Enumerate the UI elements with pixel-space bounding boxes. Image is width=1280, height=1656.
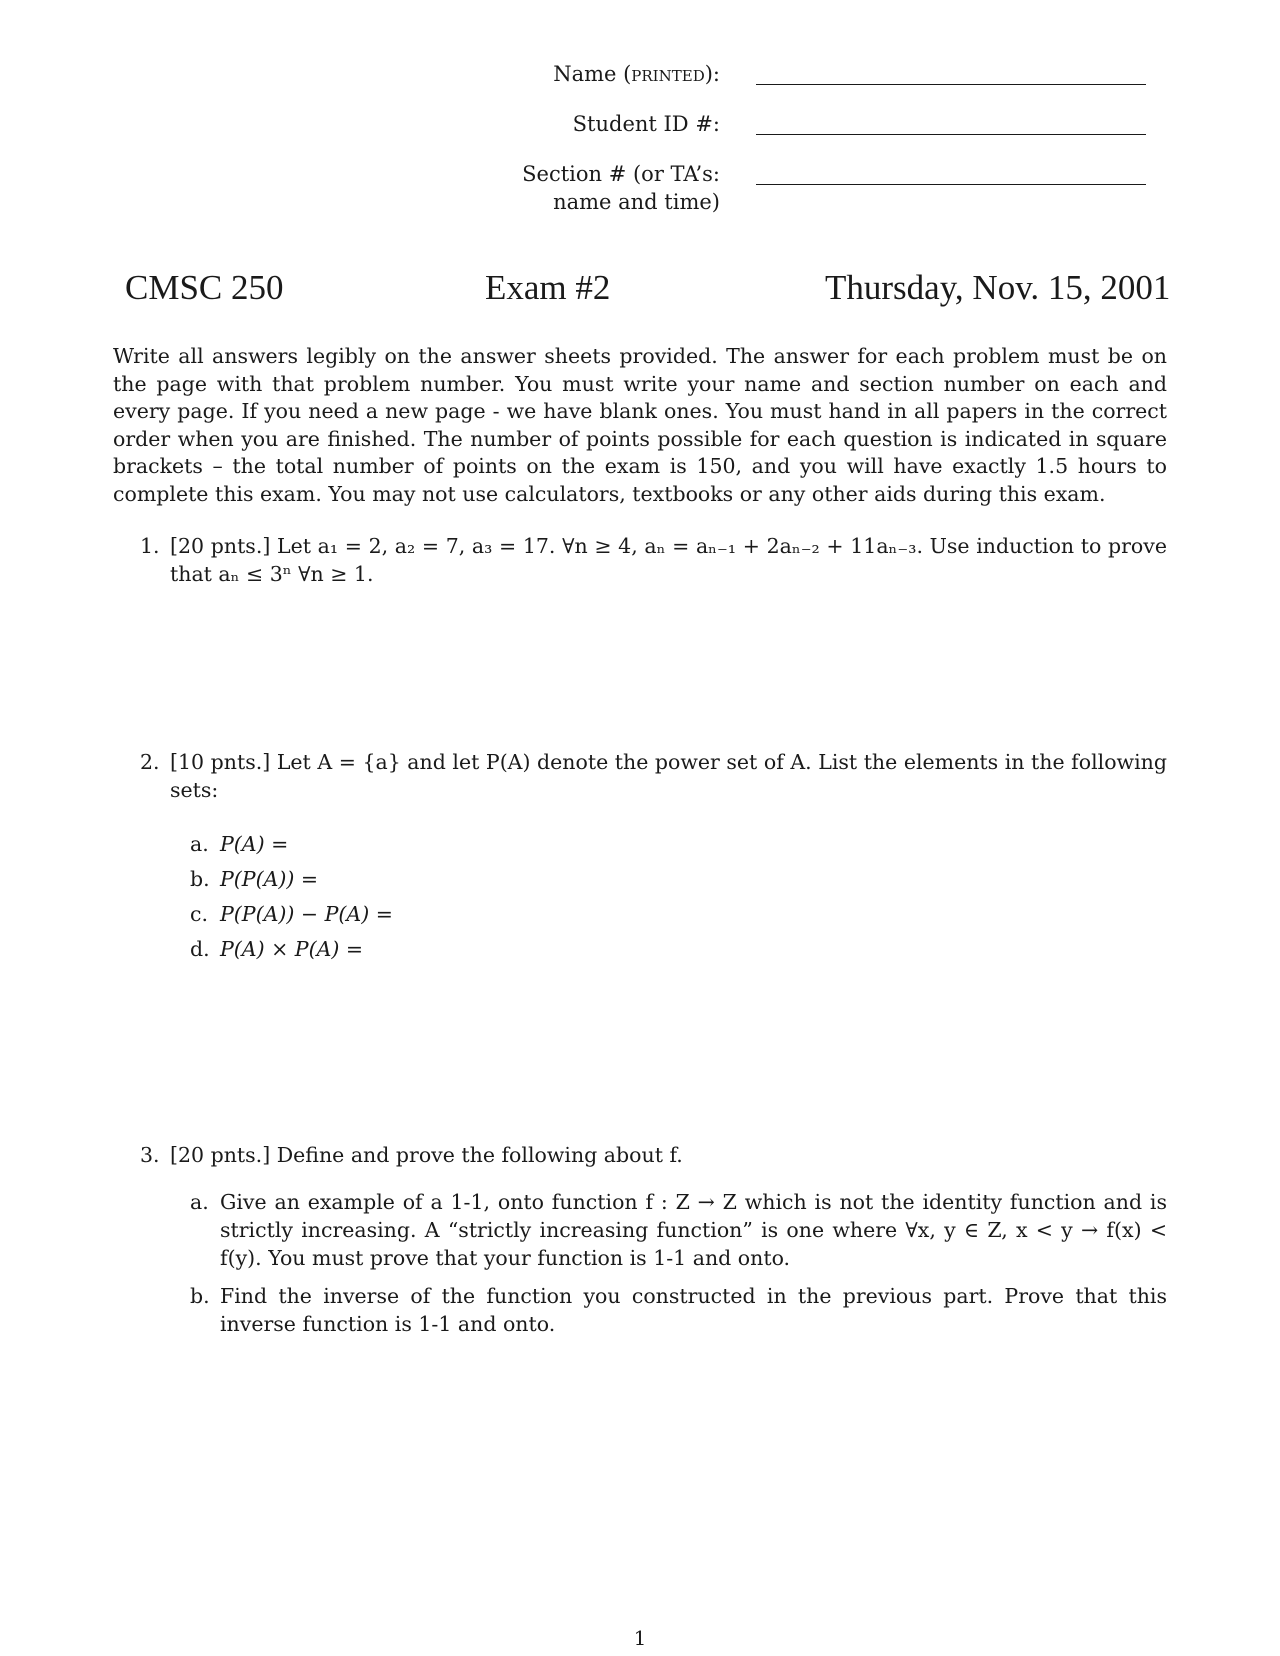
part-text: P(A) = [220, 832, 289, 856]
problem-3-number: 3. [140, 1143, 160, 1167]
part-text: P(P(A)) − P(A) = [220, 902, 393, 926]
problem-1-number: 1. [140, 534, 160, 558]
part-label: b. [190, 867, 210, 891]
problem-2 [140, 748, 1167, 804]
part-text: P(A) × P(A) = [220, 937, 364, 961]
problem-2-part-a [190, 830, 288, 858]
part-label: c. [190, 902, 208, 926]
section-label [522, 160, 720, 216]
problem-2-part-b [190, 865, 318, 893]
problem-3-text: Define and prove the following about f. [276, 1143, 683, 1167]
problem-1-text: Let a₁ = 2, a₂ = 7, a₃ = 17. ∀n ≥ 4, aₙ = aₙ₋₁ + 2aₙ₋₂ + 11aₙ₋₃. Use induction to prove that aₙ ≤ 3ⁿ ∀n ≥ 1. [170, 534, 1167, 586]
part-text: Give an example of a 1-1, onto function f : Z → Z which is not the identity function and is strictly increasing. A “strictly increasing function” is one where ∀x, y ∈ Z, x < y → f(x) < f(y). You must prove that your function is 1-1 and onto. [220, 1190, 1167, 1270]
problem-3-part-a [190, 1188, 1167, 1272]
part-label: b. [190, 1284, 210, 1308]
problem-1 [140, 532, 1167, 588]
student-id-label: Student ID #: [572, 112, 720, 136]
problem-2-text: Let A = {a} and let P(A) denote the power set of A. List the elements in the following sets: [170, 750, 1167, 802]
section-label-line1: Section # (or TA’s: [522, 162, 720, 186]
name-label: Name (printed): [553, 62, 720, 86]
problem-3-part-b [190, 1282, 1167, 1338]
section-label-line2: name and time) [553, 190, 720, 214]
exam-date: Thursday, Nov. 15, 2001 [825, 268, 1171, 307]
course-title: CMSC 250 [125, 268, 284, 307]
instructions: Write all answers legibly on the answer sheets provided. The answer for each problem must be on the page with that problem number. You must write your name and section number on each and every page. If you need a new page - we have blank ones. You must hand in all papers in the correct order when you are finished. The number of points possible for each question is indicated in square brackets – the total number of points on the exam is 150, and you will have exactly 1.5 hours to complete this exam. You may not use calculators, textbooks or any other aids during this exam. [113, 344, 1167, 506]
name-field[interactable] [756, 84, 1146, 85]
section-field[interactable] [756, 184, 1146, 185]
problem-2-part-c [190, 900, 393, 928]
part-text: P(P(A)) = [220, 867, 319, 891]
student-id-field[interactable] [756, 134, 1146, 135]
problem-1-points: [20 pnts.] [170, 534, 271, 558]
problem-2-number: 2. [140, 750, 160, 774]
part-label: a. [190, 1190, 209, 1214]
problem-2-points: [10 pnts.] [170, 750, 271, 774]
problem-3 [140, 1141, 1167, 1169]
part-label: d. [190, 937, 210, 961]
exam-title: Exam #2 [485, 268, 611, 307]
part-label: a. [190, 832, 209, 856]
problem-3-points: [20 pnts.] [170, 1143, 271, 1167]
page-number: 1 [633, 1626, 647, 1650]
part-text: Find the inverse of the function you constructed in the previous part. Prove that this inverse function is 1-1 and onto. [220, 1284, 1167, 1336]
problem-2-part-d [190, 935, 363, 963]
